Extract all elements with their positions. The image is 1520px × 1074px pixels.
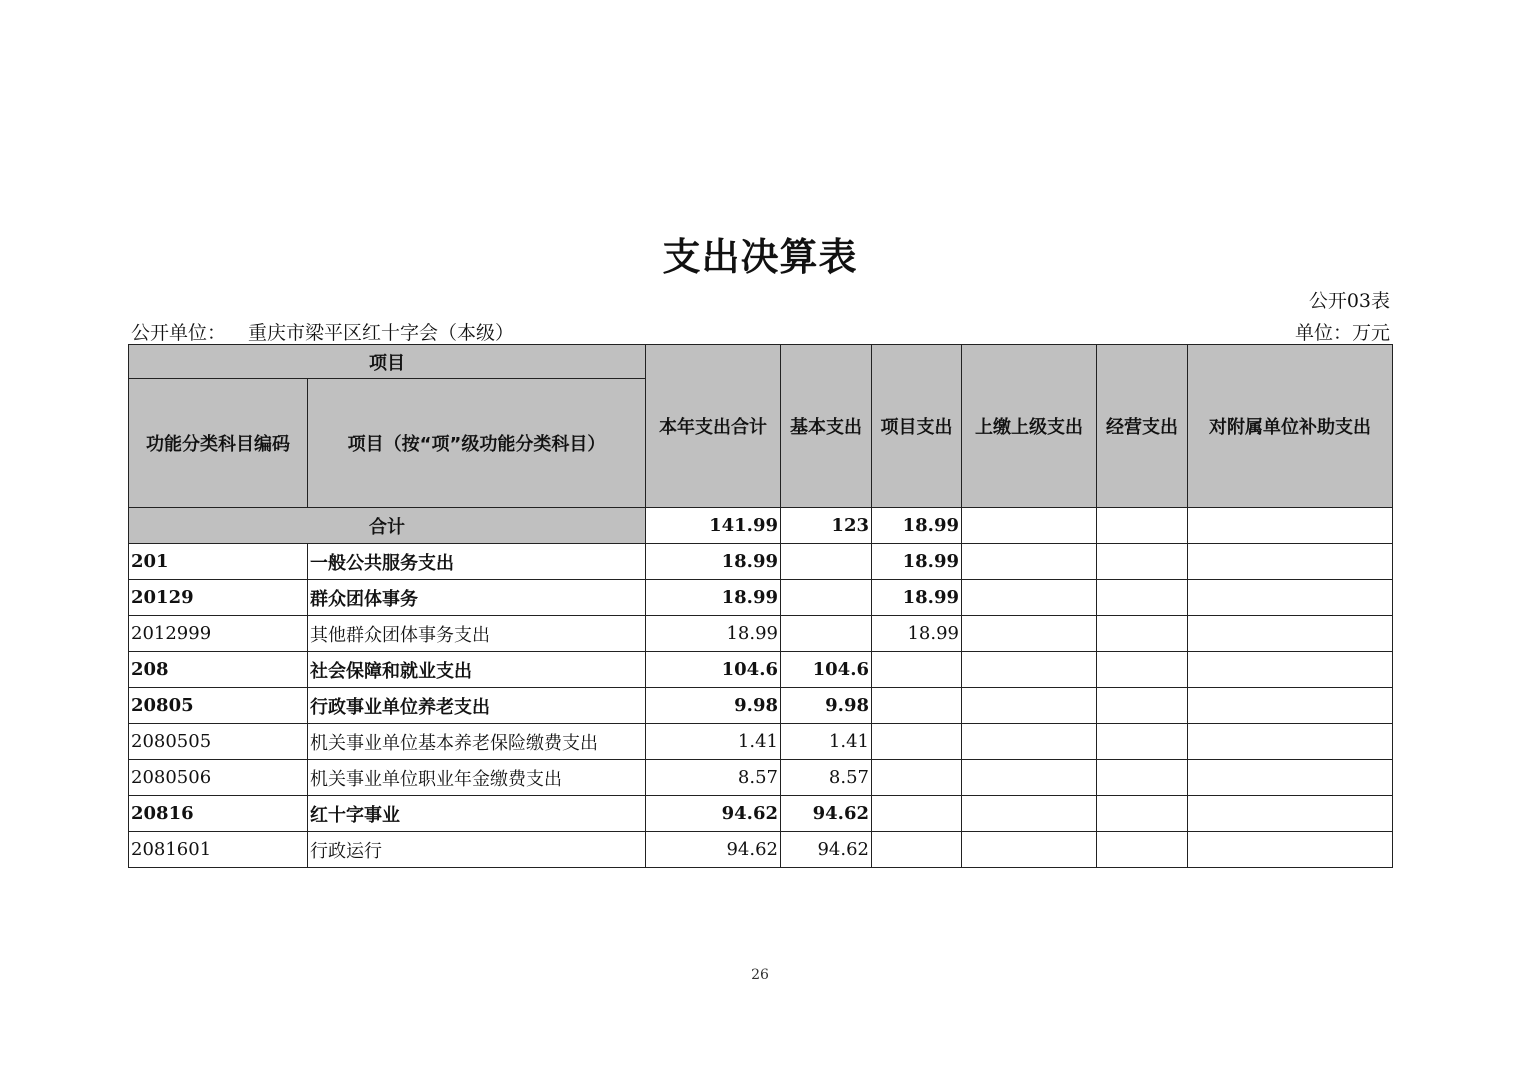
- code-cell: 201: [129, 544, 308, 580]
- header-upper: 上缴上级支出: [962, 345, 1097, 508]
- code-cell: 2012999: [129, 616, 308, 652]
- business-cell: [1097, 760, 1188, 796]
- business-cell: [1097, 508, 1188, 544]
- total-cell: 104.6: [646, 652, 781, 688]
- name-cell: 群众团体事务: [308, 580, 646, 616]
- table-row: [129, 652, 1393, 688]
- basic-cell: 94.62: [781, 796, 872, 832]
- code-cell: 20129: [129, 580, 308, 616]
- header-subsidy: 对附属单位补助支出: [1188, 345, 1393, 508]
- upper-cell: [962, 580, 1097, 616]
- header-project-expense: 项目支出: [872, 345, 962, 508]
- total-cell: 18.99: [646, 580, 781, 616]
- subsidy-cell: [1188, 508, 1393, 544]
- table-row: [129, 544, 1393, 580]
- basic-cell: 123: [781, 508, 872, 544]
- business-cell: [1097, 832, 1188, 868]
- upper-cell: [962, 724, 1097, 760]
- page-title: 支出决算表: [662, 235, 858, 279]
- header-business: 经营支出: [1097, 345, 1188, 508]
- business-cell: [1097, 688, 1188, 724]
- code-cell: 20805: [129, 688, 308, 724]
- code-cell: 20816: [129, 796, 308, 832]
- subsidy-cell: [1188, 616, 1393, 652]
- header-basic: 基本支出: [781, 345, 872, 508]
- project-cell: 18.99: [872, 508, 962, 544]
- business-cell: [1097, 724, 1188, 760]
- upper-cell: [962, 616, 1097, 652]
- upper-cell: [962, 832, 1097, 868]
- project-cell: 18.99: [872, 544, 962, 580]
- table-row: [129, 796, 1393, 832]
- total-cell: 9.98: [646, 688, 781, 724]
- table-row: [129, 832, 1393, 868]
- business-cell: [1097, 796, 1188, 832]
- total-cell: 1.41: [646, 724, 781, 760]
- code-cell: 2080505: [129, 724, 308, 760]
- unit-info: [131, 318, 514, 345]
- code-cell: 2081601: [129, 832, 308, 868]
- basic-cell: 104.6: [781, 652, 872, 688]
- total-cell: 94.62: [646, 832, 781, 868]
- project-cell: [872, 760, 962, 796]
- name-cell: 一般公共服务支出: [308, 544, 646, 580]
- upper-cell: [962, 760, 1097, 796]
- header-total: 本年支出合计: [646, 345, 781, 508]
- project-cell: [872, 832, 962, 868]
- basic-cell: 94.62: [781, 832, 872, 868]
- total-label: 合计: [129, 508, 646, 544]
- subsidy-cell: [1188, 652, 1393, 688]
- project-cell: [872, 724, 962, 760]
- project-cell: [872, 688, 962, 724]
- basic-cell: [781, 544, 872, 580]
- subsidy-cell: [1188, 580, 1393, 616]
- expenditure-table: [128, 344, 1393, 868]
- table-row: [129, 580, 1393, 616]
- table-row: [129, 760, 1393, 796]
- upper-cell: [962, 544, 1097, 580]
- upper-cell: [962, 688, 1097, 724]
- name-cell: 机关事业单位职业年金缴费支出: [308, 760, 646, 796]
- upper-cell: [962, 508, 1097, 544]
- business-cell: [1097, 652, 1188, 688]
- name-cell: 社会保障和就业支出: [308, 652, 646, 688]
- table-row: [129, 616, 1393, 652]
- page-number: 26: [751, 967, 769, 983]
- upper-cell: [962, 652, 1097, 688]
- name-cell: 行政运行: [308, 832, 646, 868]
- subsidy-cell: [1188, 544, 1393, 580]
- form-number: 公开03表: [1308, 290, 1390, 312]
- subsidy-cell: [1188, 760, 1393, 796]
- header-code: 功能分类科目编码: [129, 379, 308, 508]
- unit-name: 重庆市梁平区红十字会（本级）: [248, 322, 515, 344]
- total-cell: 94.62: [646, 796, 781, 832]
- basic-cell: 9.98: [781, 688, 872, 724]
- name-cell: 机关事业单位基本养老保险缴费支出: [308, 724, 646, 760]
- project-cell: [872, 796, 962, 832]
- total-cell: 18.99: [646, 544, 781, 580]
- name-cell: 红十字事业: [308, 796, 646, 832]
- total-cell: 141.99: [646, 508, 781, 544]
- unit-label: 公开单位：: [131, 322, 227, 344]
- name-cell: 行政事业单位养老支出: [308, 688, 646, 724]
- basic-cell: 8.57: [781, 760, 872, 796]
- currency-unit: 单位：万元: [1294, 322, 1390, 344]
- header-item: 项目（按“项”级功能分类科目）: [308, 379, 646, 508]
- table-row: [129, 688, 1393, 724]
- project-cell: [872, 652, 962, 688]
- business-cell: [1097, 580, 1188, 616]
- subsidy-cell: [1188, 832, 1393, 868]
- basic-cell: 1.41: [781, 724, 872, 760]
- header-project: 项目: [129, 345, 646, 379]
- basic-cell: [781, 616, 872, 652]
- total-cell: 18.99: [646, 616, 781, 652]
- table-row: [129, 724, 1393, 760]
- total-row: [129, 508, 1393, 544]
- subsidy-cell: [1188, 796, 1393, 832]
- business-cell: [1097, 616, 1188, 652]
- code-cell: 208: [129, 652, 308, 688]
- basic-cell: [781, 580, 872, 616]
- code-cell: 2080506: [129, 760, 308, 796]
- project-cell: 18.99: [872, 580, 962, 616]
- subsidy-cell: [1188, 688, 1393, 724]
- subsidy-cell: [1188, 724, 1393, 760]
- upper-cell: [962, 796, 1097, 832]
- total-cell: 8.57: [646, 760, 781, 796]
- project-cell: 18.99: [872, 616, 962, 652]
- name-cell: 其他群众团体事务支出: [308, 616, 646, 652]
- business-cell: [1097, 544, 1188, 580]
